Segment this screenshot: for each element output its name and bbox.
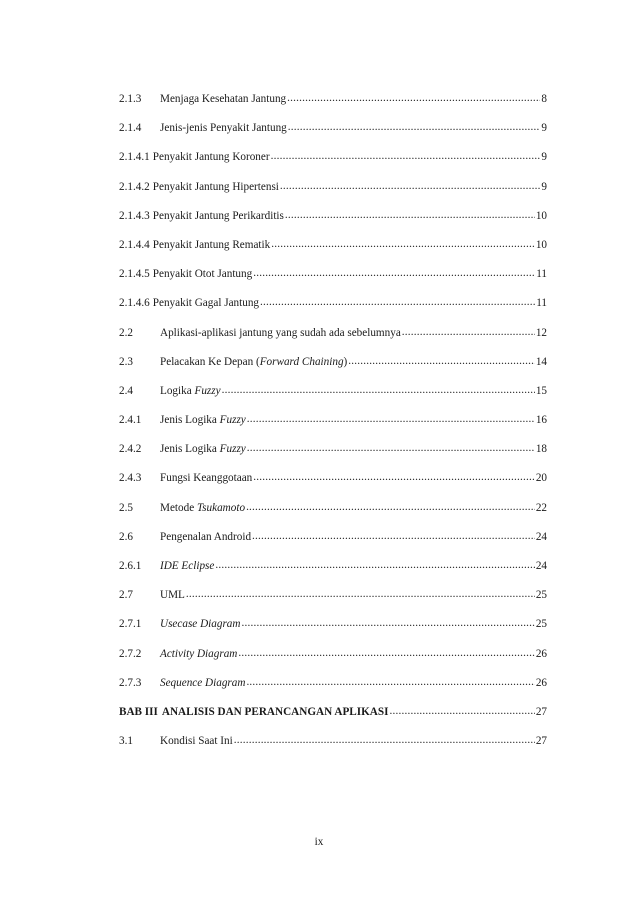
toc-entry-page: 24 (535, 530, 547, 543)
toc-entry-number: 2.3 (119, 355, 133, 368)
toc-entry[interactable] (119, 292, 547, 321)
toc-entry[interactable] (119, 730, 547, 759)
dot-leader (260, 291, 535, 313)
toc-entry-title: Kondisi Saat Ini (160, 735, 233, 748)
dot-leader (280, 175, 540, 197)
toc-entry-number: 3.1 (119, 735, 133, 748)
toc-entry-page: 10 (535, 238, 547, 251)
dot-leader (246, 671, 534, 693)
toc-entry[interactable] (119, 322, 547, 351)
toc-entry-page: 16 (535, 414, 547, 427)
dot-leader (234, 729, 535, 751)
toc-entry-title: Penyakit Jantung Hipertensi (152, 180, 279, 193)
toc-entry-title: Pengenalan Android (160, 530, 252, 543)
toc-entry[interactable] (119, 176, 547, 205)
toc-entry[interactable] (119, 497, 547, 526)
toc-entry[interactable] (119, 263, 547, 292)
toc-entry[interactable] (119, 205, 547, 234)
toc-entry-number: 2.7.2 (119, 647, 142, 660)
toc-entry[interactable] (119, 146, 547, 175)
toc-entry-page: 11 (536, 297, 547, 310)
toc-entry-title: Aplikasi-aplikasi jantung yang sudah ada sebelumnya (160, 326, 401, 339)
toc-entry-title: Jenis Logika Fuzzy (160, 443, 246, 456)
toc-entry-page: 10 (535, 209, 547, 222)
toc-entry-title: Logika Fuzzy (160, 384, 221, 397)
toc-entry-page: 25 (535, 589, 547, 602)
toc-entry-number: 2.1.4.3 (119, 209, 150, 222)
toc-entry[interactable] (119, 234, 547, 263)
toc-entry-number: 2.7.3 (119, 676, 142, 689)
dot-leader (186, 583, 535, 605)
table-of-contents (119, 88, 547, 759)
toc-entry-page: 18 (535, 443, 547, 456)
toc-entry[interactable] (119, 643, 547, 672)
toc-entry-number: 2.1.4.6 (119, 297, 150, 310)
dot-leader (247, 437, 535, 459)
toc-entry-title: UML (160, 589, 185, 602)
toc-entry-number: 2.1.4.2 (119, 180, 150, 193)
toc-entry-page: 9 (541, 151, 547, 164)
toc-entry[interactable] (119, 613, 547, 642)
toc-entry[interactable] (119, 672, 547, 701)
toc-entry[interactable] (119, 117, 547, 146)
toc-entry[interactable] (119, 88, 547, 117)
toc-entry-page: 27 (535, 735, 547, 748)
toc-entry-page: 9 (541, 180, 547, 193)
toc-entry-number: 2.1.4.5 (119, 268, 150, 281)
toc-entry-title: Fungsi Keanggotaan (160, 472, 253, 485)
toc-entry-number: 2.4 (119, 384, 133, 397)
toc-entry-number: 2.1.3 (119, 93, 142, 105)
toc-entry-number: 2.1.4 (119, 122, 142, 135)
toc-entry[interactable] (119, 409, 547, 438)
toc-entry-title: Penyakit Jantung Perikarditis (152, 209, 284, 222)
toc-entry-page: 26 (535, 676, 547, 689)
toc-entry-title: Sequence Diagram (160, 676, 246, 689)
dot-leader (238, 642, 534, 664)
dot-leader (285, 204, 535, 226)
toc-entry-title: Penyakit Jantung Koroner (152, 151, 270, 164)
toc-entry-title: Activity Diagram (160, 647, 238, 660)
dot-leader (287, 87, 540, 109)
toc-entry-page: 9 (541, 122, 547, 135)
dot-leader (271, 145, 541, 167)
dot-leader (288, 116, 541, 138)
toc-entry-number: 2.7.1 (119, 618, 142, 631)
toc-entry[interactable] (119, 438, 547, 467)
toc-entry-title: Jenis-jenis Penyakit Jantung (160, 122, 287, 135)
toc-entry-title: Penyakit Jantung Rematik (152, 238, 271, 251)
dot-leader (253, 262, 535, 284)
dot-leader (253, 466, 535, 488)
toc-entry-number: 2.4.1 (119, 414, 142, 427)
toc-entry-page: 24 (535, 560, 547, 572)
toc-entry-page: 22 (535, 501, 547, 514)
toc-entry-title: Penyakit Gagal Jantung (152, 297, 260, 310)
toc-entry-number: 2.1.4.4 (119, 238, 150, 251)
toc-entry-title: Jenis Logika Fuzzy (160, 414, 246, 427)
toc-entry[interactable] (119, 584, 547, 613)
toc-entry-number: BAB III (119, 705, 158, 718)
toc-entry-title: Menjaga Kesehatan Jantung (160, 93, 287, 105)
toc-entry-title: Penyakit Otot Jantung (152, 268, 253, 281)
dot-leader (402, 321, 535, 343)
page-number: ix (314, 836, 324, 848)
dot-leader (241, 612, 534, 634)
toc-entry[interactable] (119, 351, 547, 380)
toc-entry-number: 2.6.1 (119, 560, 142, 572)
toc-entry-number: 2.4.2 (119, 443, 142, 456)
toc-entry-page: 12 (535, 326, 547, 339)
toc-entry-page: 26 (535, 647, 547, 660)
toc-entry[interactable] (119, 380, 547, 409)
toc-entry-title: IDE Eclipse (160, 560, 215, 572)
toc-entry[interactable] (119, 526, 547, 555)
toc-entry-title: Pelacakan Ke Depan (Forward Chaining) (160, 355, 348, 368)
toc-entry[interactable] (119, 701, 547, 730)
toc-entry-number: 2.6 (119, 530, 133, 543)
toc-entry-page: 20 (535, 472, 547, 485)
toc-entry-number: 2.4.3 (119, 472, 142, 485)
toc-entry-number: 2.2 (119, 326, 133, 339)
toc-entry-title: Metode Tsukamoto (160, 501, 246, 514)
toc-entry-number: 2.5 (119, 501, 133, 514)
dot-leader (271, 233, 535, 255)
toc-entry-title: Usecase Diagram (160, 618, 241, 631)
toc-entry-title: ANALISIS DAN PERANCANGAN APLIKASI (161, 705, 389, 718)
dot-leader (348, 350, 535, 372)
toc-entry-page: 25 (535, 618, 547, 631)
dot-leader (252, 525, 535, 547)
dot-leader (246, 496, 535, 518)
toc-entry[interactable] (119, 555, 547, 584)
dot-leader (247, 408, 535, 430)
toc-entry-page: 11 (536, 268, 547, 281)
toc-entry-page: 15 (535, 384, 547, 397)
toc-entry-page: 27 (535, 705, 547, 718)
dot-leader (222, 379, 535, 401)
toc-entry-page: 14 (535, 355, 547, 368)
dot-leader (389, 700, 534, 722)
toc-entry-number: 2.1.4.1 (119, 151, 150, 164)
dot-leader (215, 554, 534, 576)
toc-entry-number: 2.7 (119, 589, 133, 602)
toc-entry[interactable] (119, 467, 547, 496)
toc-entry-page: 8 (541, 93, 547, 105)
